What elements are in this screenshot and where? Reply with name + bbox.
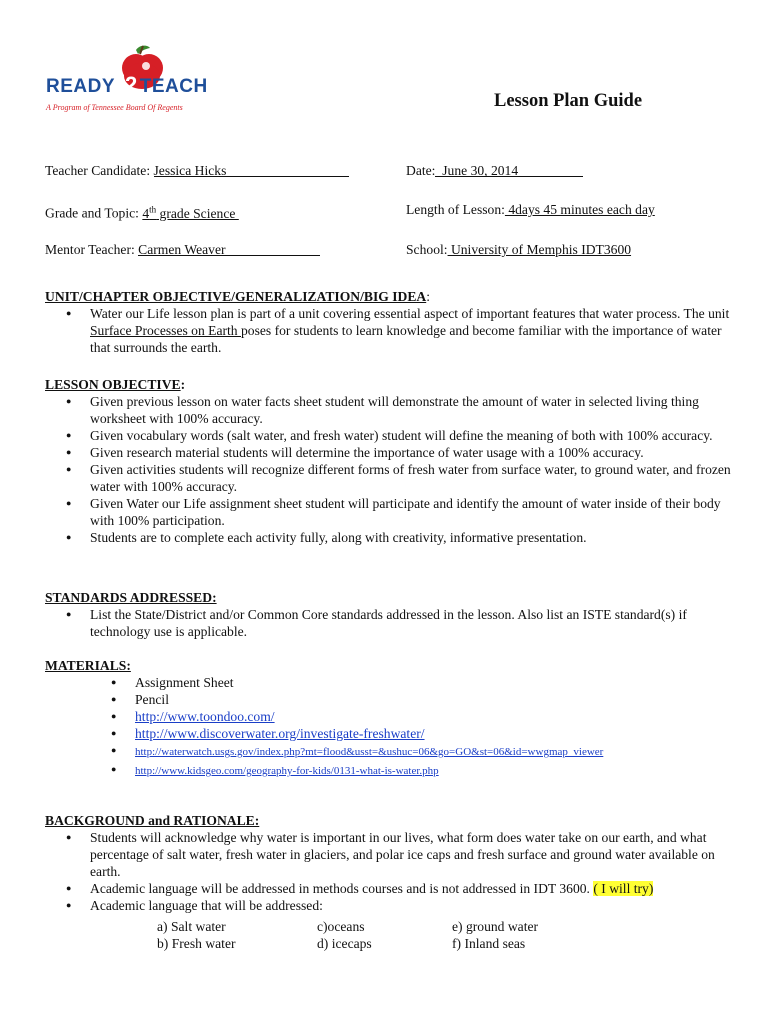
vocab-item: b) Fresh water <box>157 936 236 951</box>
teacher-value: Jessica Hicks <box>153 163 227 178</box>
vocab-item: e) ground water <box>452 919 539 934</box>
grade-number: 4 <box>142 205 150 221</box>
mentor-value-underline <box>138 241 320 256</box>
unit-text-b: poses for students to learn knowledge and become familiar with the importance of water that surrounds the earth. <box>90 323 722 355</box>
grade-suffix: th <box>149 204 157 214</box>
date-field <box>406 162 583 179</box>
lesson-objective-section <box>45 376 735 546</box>
grade-value <box>142 206 238 221</box>
highlighted-note: ( I will try) <box>593 881 654 896</box>
date-label: Date: <box>406 163 436 178</box>
objective-item: ● Given activities students will recognize different forms of fresh water from surface water, to ground water, and frozen water with 100% accuracy. <box>45 461 735 495</box>
material-link-item <box>45 725 735 742</box>
unit-item <box>45 305 735 356</box>
length-value: 4days 45 minutes each day <box>504 202 655 217</box>
logo-ready-text: READY <box>46 76 116 97</box>
mentor-teacher-field <box>45 241 320 258</box>
lesson-objective-heading: LESSON OBJECTIVE <box>45 377 181 392</box>
logo-tagline: A Program of Tennessee Board Of Regents <box>46 103 183 112</box>
teacher-value-underline <box>154 162 349 177</box>
material-link-item <box>45 742 735 761</box>
material-item: ● Pencil <box>45 691 735 708</box>
objective-item: ● Given research material students will determine the importance of water usage with a 100% accuracy. <box>45 444 735 461</box>
grade-subject: grade Science <box>156 205 239 221</box>
ready2teach-logo <box>44 44 208 112</box>
material-link-item <box>45 708 735 725</box>
unit-heading: UNIT/CHAPTER OBJECTIVE/GENERALIZATION/BIG IDEA <box>45 289 427 304</box>
logo-teach-text: TEACH <box>139 76 208 97</box>
length-field <box>406 201 655 218</box>
material-link-item <box>45 761 735 780</box>
mentor-label: Mentor Teacher: <box>45 242 139 257</box>
background-item <box>45 880 735 897</box>
materials-heading: MATERIALS: <box>45 658 131 673</box>
material-link[interactable]: http://waterwatch.usgs.gov/index.php?mt=flood&usst=&ushuc=06&go=GO&st=06&id=wwgmap_viewer <box>135 746 604 758</box>
unit-text-underlined: Surface Processes on Earth <box>90 323 241 338</box>
material-link[interactable]: http://www.kidsgeo.com/geography-for-kids/0131-what-is-water.php <box>135 765 439 777</box>
objective-item: ● Students are to complete each activity fully, along with creativity, informative presentation. <box>45 529 735 546</box>
date-value: June 30, 2014 <box>435 163 519 178</box>
grade-topic-field <box>45 201 239 222</box>
school-field <box>406 241 631 258</box>
material-link[interactable]: http://www.toondoo.com/ <box>135 709 275 724</box>
background-item2-text: Academic language will be addressed in methods courses and is not addressed in IDT 3600. <box>90 881 594 896</box>
logo-two-text: 2 <box>125 72 138 97</box>
standards-item: ● List the State/District and/or Common Core standards addressed in the lesson. Also list an ISTE standard(s) if technology use is applicable. <box>45 606 735 640</box>
vocab-item: f) Inland seas <box>452 936 526 951</box>
background-item: ● Academic language that will be addressed: <box>45 897 735 914</box>
objective-item: ● Given previous lesson on water facts sheet student will demonstrate the amount of water in selected living thing worksheet with 100% accuracy. <box>45 393 735 427</box>
school-value: University of Memphis IDT3600 <box>447 242 632 257</box>
vocab-item: a) Salt water <box>157 919 226 934</box>
objective-item: ● Given Water our Life assignment sheet student will participate and identify the amount of water inside of their body with 100% participation. <box>45 495 735 529</box>
vocab-item: c)oceans <box>317 919 365 934</box>
unit-objective-section <box>45 288 735 356</box>
mentor-value: Carmen Weaver <box>138 242 226 257</box>
teacher-candidate-field <box>45 162 349 179</box>
school-label: School: <box>406 242 448 257</box>
length-label: Length of Lesson: <box>406 202 505 217</box>
lesson-objective-colon: : <box>180 377 186 392</box>
teacher-label: Teacher Candidate: <box>45 163 154 178</box>
unit-text-a: Water our Life lesson plan is part of a unit covering essential aspect of important features that water process. The unit <box>90 306 730 321</box>
vocab-item: d) icecaps <box>317 936 372 951</box>
grade-label: Grade and Topic: <box>45 205 143 221</box>
background-section <box>45 812 735 914</box>
background-item: ● Students will acknowledge why water is important in our lives, what form does water take on our earth, and what percentage of salt water, fresh water in glaciers, and polar ice caps and fresh surface and ground water available on earth. <box>45 829 735 880</box>
standards-heading: STANDARDS ADDRESSED: <box>45 590 217 605</box>
page-title: Lesson Plan Guide <box>494 91 643 111</box>
material-link[interactable]: http://www.discoverwater.org/investigate-freshwater/ <box>135 726 425 741</box>
material-item: ● Assignment Sheet <box>45 674 735 691</box>
background-heading: BACKGROUND and RATIONALE: <box>45 813 260 828</box>
date-value-underline <box>435 162 583 177</box>
standards-section <box>45 589 735 640</box>
objective-item: ● Given vocabulary words (salt water, and fresh water) student will define the meaning of both with 100% accuracy. <box>45 427 735 444</box>
unit-heading-colon: : <box>426 289 430 304</box>
materials-section <box>45 657 735 780</box>
